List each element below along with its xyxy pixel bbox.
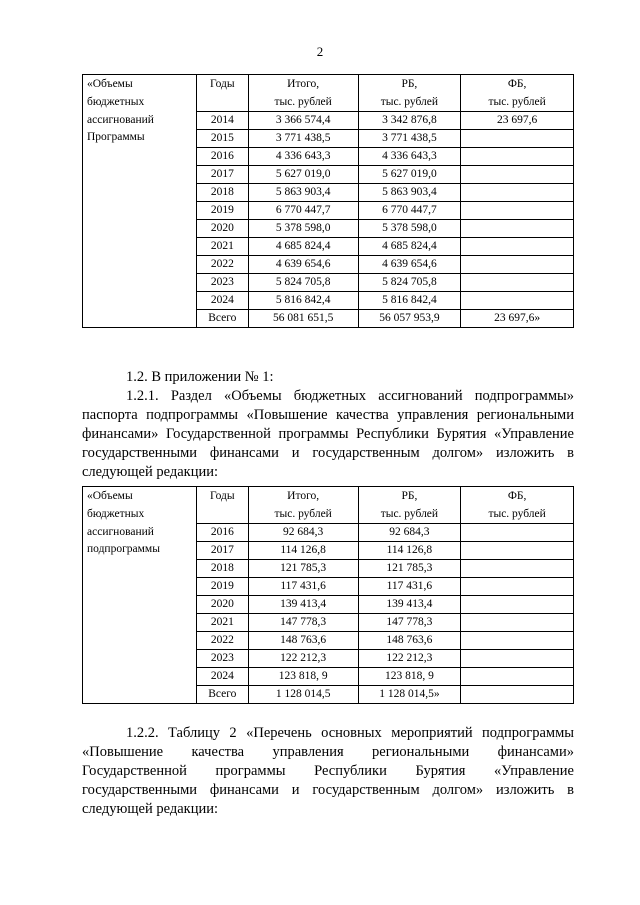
cell-rb: 117 431,6 bbox=[358, 578, 461, 596]
cell-year: 2020 bbox=[196, 596, 248, 614]
cell-total: 4 336 643,3 bbox=[248, 148, 358, 166]
cell-year: Всего bbox=[196, 686, 248, 704]
cell-total: 3 366 574,4 bbox=[248, 112, 358, 130]
cell-total: 117 431,6 bbox=[248, 578, 358, 596]
cell-total: 122 212,3 bbox=[248, 650, 358, 668]
cell-rb: 4 685 824,4 bbox=[358, 238, 461, 256]
cell-fb bbox=[461, 524, 574, 542]
cell-year: 2023 bbox=[196, 650, 248, 668]
cell-rb: 92 684,3 bbox=[358, 524, 461, 542]
cell-year: 2023 bbox=[196, 274, 248, 292]
cell-rb: 4 336 643,3 bbox=[358, 148, 461, 166]
paragraph-1-2-2: 1.2.2. Таблицу 2 «Перечень основных мероприятий подпрограммы «Повышение качества управления региональными финансами» Государственной программы Республики Бурятия «Управление государственными финансами и государственным долгом» изложить в следующей редакции: bbox=[82, 725, 574, 817]
header-years: Годы bbox=[196, 75, 248, 112]
cell-total: 92 684,3 bbox=[248, 524, 358, 542]
cell-year: 2016 bbox=[196, 524, 248, 542]
cell-rb: 139 413,4 bbox=[358, 596, 461, 614]
header-line: тыс. рублей bbox=[380, 508, 439, 520]
cell-rb: 56 057 953,9 bbox=[358, 310, 461, 328]
cell-rb: 121 785,3 bbox=[358, 560, 461, 578]
cell-fb bbox=[461, 686, 574, 704]
table-header-row bbox=[83, 487, 574, 524]
table-label-line: бюджетных bbox=[87, 96, 145, 108]
cell-year: 2019 bbox=[196, 578, 248, 596]
cell-year: 2022 bbox=[196, 256, 248, 274]
cell-fb bbox=[461, 220, 574, 238]
cell-fb bbox=[461, 130, 574, 148]
table-label-line: бюджетных bbox=[87, 508, 145, 520]
table-label-cell bbox=[83, 487, 197, 704]
cell-rb: 3 771 438,5 bbox=[358, 130, 461, 148]
table-label-line: Программы bbox=[87, 131, 145, 143]
header-years: Годы bbox=[196, 487, 248, 524]
cell-fb bbox=[461, 614, 574, 632]
cell-total: 5 863 903,4 bbox=[248, 184, 358, 202]
cell-fb bbox=[461, 632, 574, 650]
cell-total: 121 785,3 bbox=[248, 560, 358, 578]
paragraph-1-2: 1.2. В приложении № 1: bbox=[126, 369, 274, 385]
cell-rb: 5 824 705,8 bbox=[358, 274, 461, 292]
cell-fb bbox=[461, 596, 574, 614]
table-label-line: ассигнований bbox=[87, 114, 154, 126]
cell-total: 6 770 447,7 bbox=[248, 202, 358, 220]
cell-year: 2018 bbox=[196, 560, 248, 578]
header-total bbox=[248, 487, 358, 524]
header-line: тыс. рублей bbox=[274, 96, 332, 108]
cell-rb: 6 770 447,7 bbox=[358, 202, 461, 220]
table-label-line: ассигнований bbox=[87, 526, 154, 538]
header-line: Итого, bbox=[287, 78, 320, 90]
cell-total: 1 128 014,5 bbox=[248, 686, 358, 704]
cell-total: 3 771 438,5 bbox=[248, 130, 358, 148]
cell-year: 2022 bbox=[196, 632, 248, 650]
header-line: РБ, bbox=[401, 78, 418, 90]
cell-total: 114 126,8 bbox=[248, 542, 358, 560]
header-line: ФБ, bbox=[507, 78, 527, 90]
cell-year: 2020 bbox=[196, 220, 248, 238]
cell-rb: 5 816 842,4 bbox=[358, 292, 461, 310]
cell-rb: 1 128 014,5» bbox=[358, 686, 461, 704]
cell-rb: 114 126,8 bbox=[358, 542, 461, 560]
page-number: 2 bbox=[316, 44, 324, 59]
cell-fb bbox=[461, 238, 574, 256]
header-line: тыс. рублей bbox=[380, 96, 439, 108]
header-fb bbox=[461, 75, 574, 112]
cell-total: 123 818, 9 bbox=[248, 668, 358, 686]
table-label-line: «Объемы bbox=[87, 78, 133, 90]
cell-fb bbox=[461, 292, 574, 310]
table-header-row bbox=[83, 75, 574, 112]
table-label-cell bbox=[83, 75, 197, 328]
header-line: тыс. рублей bbox=[488, 508, 546, 520]
header-line: тыс. рублей bbox=[274, 508, 332, 520]
cell-year: 2017 bbox=[196, 166, 248, 184]
cell-fb bbox=[461, 184, 574, 202]
cell-year: 2024 bbox=[196, 292, 248, 310]
cell-rb: 5 627 019,0 bbox=[358, 166, 461, 184]
header-rb bbox=[358, 75, 461, 112]
cell-rb: 4 639 654,6 bbox=[358, 256, 461, 274]
cell-rb: 123 818, 9 bbox=[358, 668, 461, 686]
cell-rb: 122 212,3 bbox=[358, 650, 461, 668]
budget-table-program bbox=[82, 74, 574, 328]
header-total bbox=[248, 75, 358, 112]
table-label-line: «Объемы bbox=[87, 490, 133, 502]
cell-year: 2015 bbox=[196, 130, 248, 148]
cell-rb: 148 763,6 bbox=[358, 632, 461, 650]
cell-rb: 5 863 903,4 bbox=[358, 184, 461, 202]
cell-rb: 5 378 598,0 bbox=[358, 220, 461, 238]
cell-year: Всего bbox=[196, 310, 248, 328]
cell-fb bbox=[461, 542, 574, 560]
cell-total: 147 778,3 bbox=[248, 614, 358, 632]
cell-year: 2016 bbox=[196, 148, 248, 166]
cell-year: 2017 bbox=[196, 542, 248, 560]
cell-total: 56 081 651,5 bbox=[248, 310, 358, 328]
cell-total: 139 413,4 bbox=[248, 596, 358, 614]
cell-year: 2014 bbox=[196, 112, 248, 130]
cell-year: 2018 bbox=[196, 184, 248, 202]
cell-fb bbox=[461, 202, 574, 220]
cell-rb: 3 342 876,8 bbox=[358, 112, 461, 130]
cell-total: 5 824 705,8 bbox=[248, 274, 358, 292]
cell-fb: 23 697,6» bbox=[461, 310, 574, 328]
cell-total: 148 763,6 bbox=[248, 632, 358, 650]
cell-fb bbox=[461, 650, 574, 668]
cell-year: 2021 bbox=[196, 238, 248, 256]
header-line: тыс. рублей bbox=[488, 96, 546, 108]
cell-total: 5 816 842,4 bbox=[248, 292, 358, 310]
budget-table-subprogram bbox=[82, 486, 574, 704]
header-rb bbox=[358, 487, 461, 524]
header-fb bbox=[461, 487, 574, 524]
cell-year: 2019 bbox=[196, 202, 248, 220]
cell-total: 5 378 598,0 bbox=[248, 220, 358, 238]
cell-fb bbox=[461, 560, 574, 578]
header-line: ФБ, bbox=[507, 490, 527, 502]
cell-total: 5 627 019,0 bbox=[248, 166, 358, 184]
header-line: РБ, bbox=[401, 490, 418, 502]
cell-fb bbox=[461, 668, 574, 686]
cell-fb bbox=[461, 166, 574, 184]
cell-total: 4 639 654,6 bbox=[248, 256, 358, 274]
header-line: Итого, bbox=[287, 490, 320, 502]
cell-fb bbox=[461, 274, 574, 292]
cell-fb: 23 697,6 bbox=[461, 112, 574, 130]
paragraph-1-2-1: 1.2.1. Раздел «Объемы бюджетных ассигнований подпрограммы» паспорта подпрограммы «Повышение качества управления региональными финансами» Государственной программы Республики Бурятия «Управление государственными финансами и государственным долгом» изложить в следующей редакции: bbox=[82, 388, 574, 480]
cell-year: 2021 bbox=[196, 614, 248, 632]
cell-year: 2024 bbox=[196, 668, 248, 686]
cell-fb bbox=[461, 578, 574, 596]
cell-rb: 147 778,3 bbox=[358, 614, 461, 632]
cell-total: 4 685 824,4 bbox=[248, 238, 358, 256]
cell-fb bbox=[461, 148, 574, 166]
cell-fb bbox=[461, 256, 574, 274]
table-label-line: подпрограммы bbox=[87, 543, 160, 555]
